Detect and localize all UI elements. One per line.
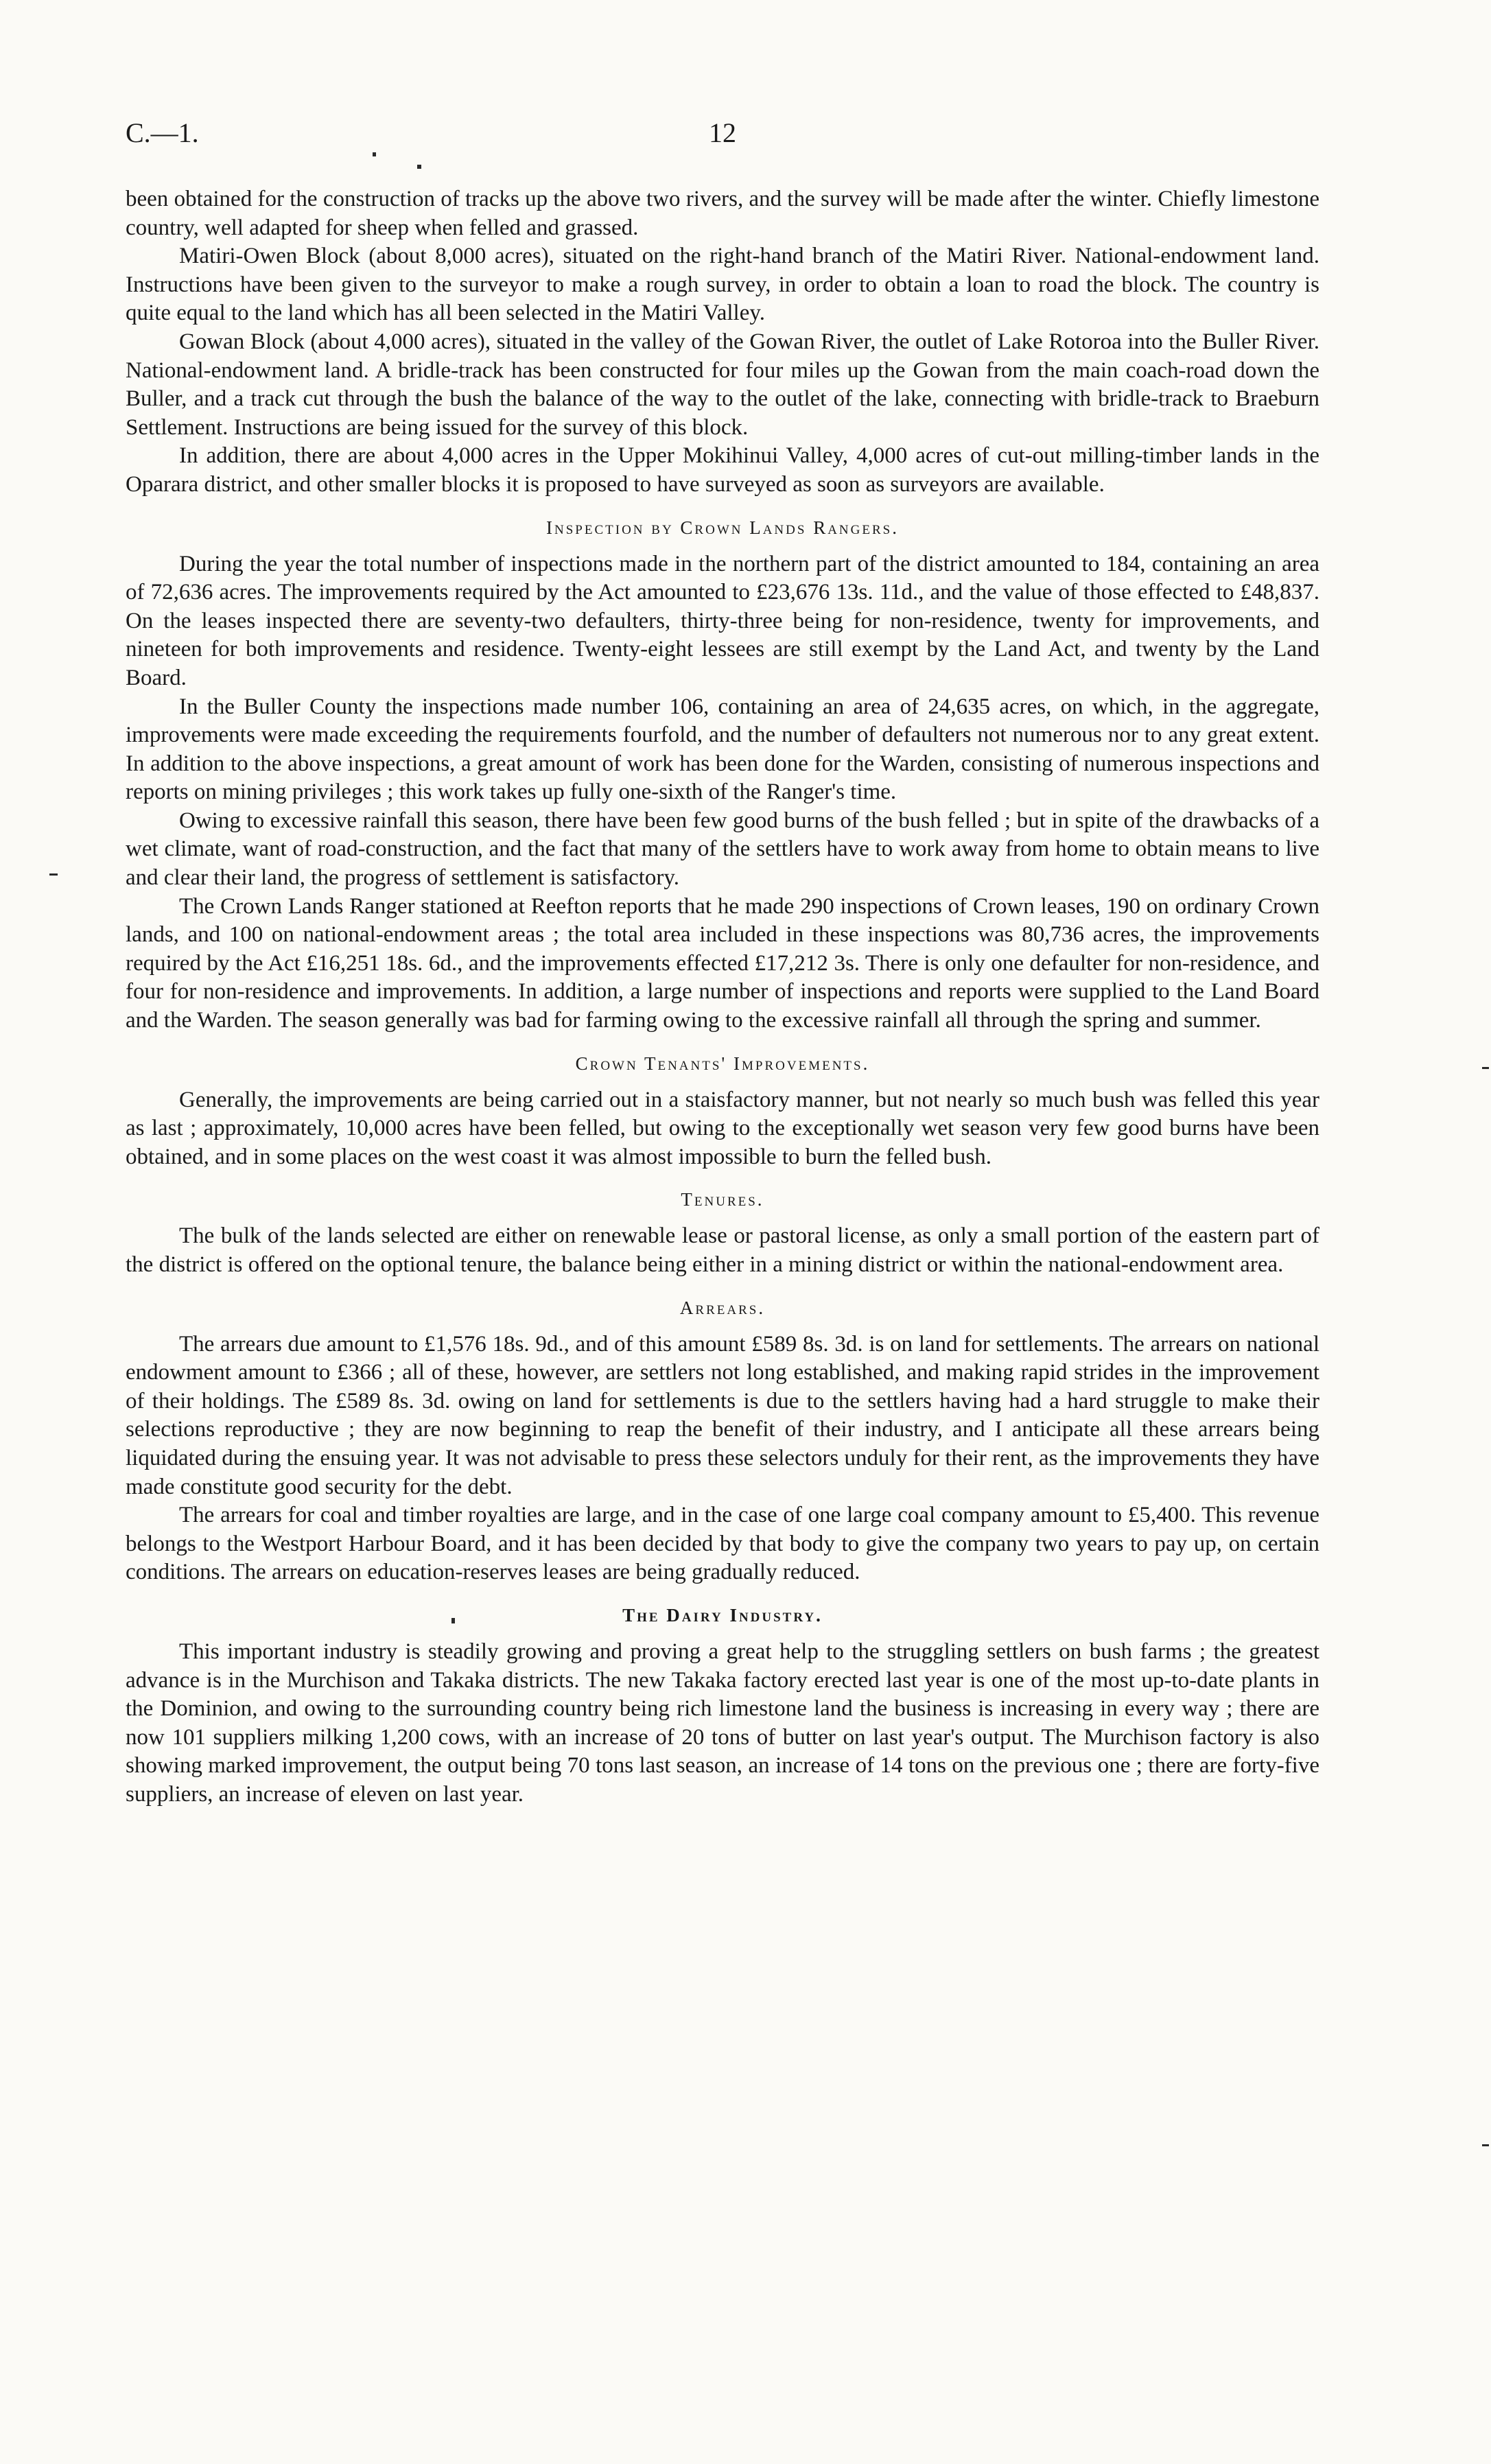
scan-speck <box>49 873 58 876</box>
heading-arrears: Arrears. <box>679 1297 766 1318</box>
heading-inspection: Inspection by Crown Lands Rangers. <box>546 517 899 538</box>
paragraph-arrears-land: The arrears due amount to £1,576 18s. 9d., and of this amount £589 8s. 3d. is on land for settlements. The arrears on national endowment amount to £366 ; all of these, however, are settlers not long established, and making rapid strides in the improvement of their holdings. The £589 8s. 3d. owing on land for settlements is due to the settlers having had a hard struggle to make their selections reproductive ; they are now beginning to reap the benefit of their industry, and I anticipate all these arrears being liquidated during the ensuing year. It was not advisable to press these selectors unduly for their rent, as the improvements they have made constitute good security for the debt. <box>126 1331 1319 1499</box>
paragraph-matiri-owen-block: Matiri-Owen Block (about 8,000 acres), situated on the right-hand branch of the Matiri River. National-endowment land. Instructions have been given to the surveyor to make a rough survey, in order to obtain a loan to road the block. The country is quite equal to the land which has all been selected in the Matiri Valley. <box>126 244 1319 326</box>
paragraph-arrears-royalties: The arrears for coal and timber royalties are large, and in the case of one large coal company amount to £5,400. This revenue belongs to the Westport Harbour Board, and it has been decided by that body to give the company two years to pay up, on certain conditions. The arrears on education-reserves leases are being gradually reduced. <box>126 1503 1319 1585</box>
scan-speck <box>417 165 421 169</box>
paragraph-inspections-northern: During the year the total number of inspections made in the northern part of the district amounted to 184, containing an area of 72,636 acres. The improvements required by the Act amounted to £23,676 13s. 11d., and the value of those effected to £48,837. On the leases inspected there are seventy-two defaulters, thirty-three being for non-residence, twenty for improvements, and nineteen for both improvements and residence. Twenty-eight lessees are still exempt by the Land Act, and twenty by the Land Board. <box>126 551 1319 690</box>
page-number: 12 <box>709 117 736 148</box>
paragraph-rainfall: Owing to excessive rainfall this season, there have been few good burns of the bush felled ; but in spite of the drawbacks of a wet climate, want of road-construction, and the fact that many of the settlers have to work away from home to obtain means to live and clear their land, the progress of settlement is satisfactory. <box>126 808 1319 891</box>
paragraph-additional-blocks: In addition, there are about 4,000 acres in the Upper Mokihinui Valley, 4,000 acres of cut-out milling-timber lands in the Oparara district, and other smaller blocks it is proposed to have surveyed as soon as surveyors are available. <box>126 443 1319 497</box>
scan-speck <box>1482 2144 1489 2146</box>
paragraph-tracks-continuation: been obtained for the construction of tracks up the above two rivers, and the survey will be made after the winter. Chiefly limestone country, well adapted for sheep when felled and grassed. <box>126 187 1319 240</box>
paragraph-inspections-buller: In the Buller County the inspections made number 106, containing an area of 24,635 acres, on which, in the aggregate, improvements were made exceeding the requirements fourfold, and the number of defaulters not numerous nor to any great extent. In addition to the above inspections, a great amount of work has been done for the Warden, consisting of numerous inspections and reports on mining privileges ; this work takes up fully one-sixth of the Ranger's time. <box>126 694 1319 805</box>
body-text <box>126 185 1319 1809</box>
paragraph-gowan-block: Gowan Block (about 4,000 acres), situated in the valley of the Gowan River, the outlet of Lake Rotoroa into the Buller River. National-endowment land. A bridle-track has been constructed for four miles up the Gowan from the main coach-road down the Buller, and a track cut through the bush the balance of the way to the outlet of the lake, connecting with bridle-track to Braeburn Settlement. Instructions are being issued for the survey of this block. <box>126 329 1319 440</box>
heading-dairy: The Dairy Industry. <box>622 1604 823 1626</box>
heading-improvements: Crown Tenants' Improvements. <box>575 1053 870 1074</box>
document-reference: C.—1. <box>126 117 199 148</box>
page-header <box>126 117 1319 158</box>
paragraph-improvements: Generally, the improvements are being carried out in a staisfactory manner, but not nearly so much bush was felled this year as last ; approximately, 10,000 acres have been felled, but owing to the exceptionally wet season very few good burns have been obtained, and in some places on the west coast it was almost impossible to burn the felled bush. <box>126 1087 1319 1169</box>
heading-tenures: Tenures. <box>681 1189 764 1210</box>
scan-speck <box>1482 1067 1489 1069</box>
paragraph-tenures: The bulk of the lands selected are either on renewable lease or pastoral license, as only a small portion of the eastern part of the district is offered on the optional tenure, the balance being either in a mining district or within the national-endowment area. <box>126 1223 1319 1277</box>
paragraph-reefton-ranger: The Crown Lands Ranger stationed at Reefton reports that he made 290 inspections of Crown leases, 190 on ordinary Crown lands, and 100 on national-endowment areas ; the total area included in these inspections was 80,736 acres, the improvements required by the Act £16,251 18s. 6d., and the improvements effected £17,212 3s. There is only one defaulter for non-residence, and four for non-residence and improvements. In addition, a large number of inspections and reports were supplied to the Land Board and the Warden. The season generally was bad for farming owing to the excessive rainfall all through the spring and summer. <box>126 893 1319 1033</box>
scan-speck <box>373 152 376 156</box>
paragraph-dairy: This important industry is steadily growing and proving a great help to the struggling settlers on bush farms ; the greatest advance is in the Murchison and Takaka districts. The new Takaka factory erected last year is one of the most up-to-date plants in the Dominion, and owing to the surrounding country being rich limestone land the business is increasing in every way ; there are now 101 suppliers milking 1,200 cows, with an increase of 20 tons of butter on last year's output. The Murchison factory is also showing marked improvement, the output being 70 tons last season, an increase of 14 tons on the previous one ; there are forty-five suppliers, an increase of eleven on last year. <box>126 1639 1319 1807</box>
